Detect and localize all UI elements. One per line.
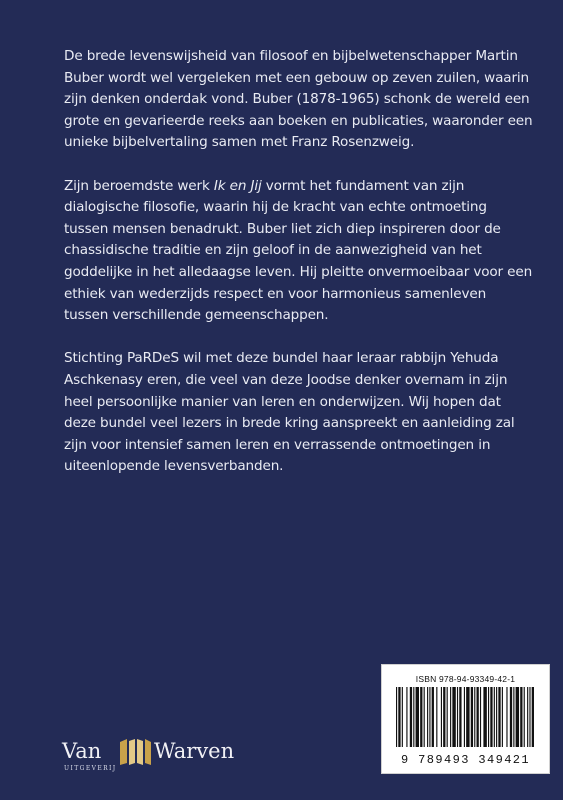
barcode-bar — [429, 687, 430, 747]
barcode-digits: 9 789493 349421 — [400, 753, 531, 767]
publisher-subtitle: UITGEVERIJ — [64, 765, 117, 772]
isbn-label: ISBN 978-94-93349-42-1 — [415, 674, 516, 684]
barcode-bar — [443, 687, 445, 747]
barcode-bar — [413, 687, 414, 747]
barcode-bar — [529, 687, 530, 747]
back-cover-text — [64, 46, 534, 499]
barcode-bar — [427, 687, 428, 747]
barcode-bar — [516, 687, 519, 747]
barcode-panel — [381, 664, 550, 774]
barcode-bar — [450, 687, 451, 747]
barcode-bar — [459, 687, 461, 747]
paragraph-3: Stichting PaRDeS wil met deze bundel haar leraar rabbijn Yehuda Aschkenasy eren, die veel van deze Joodse denker overnam in zijn heel persoonlijke manier van leren en onderwijzen. Wij hopen dat deze bundel veel lezers in brede kring aanspreekt en aanleiding zal zijn voor intensief samen leren en verrassende ontmoetingen in uiteenlopende levensverbanden. — [64, 350, 515, 475]
paragraph-1: De brede levenswijsheid van filosoof en bijbelwetenschapper Martin Buber wordt wel vergeleken met een gebouw op zeven zuilen, waarin zijn denken onderdak vond. Buber (1878-1965) schonk de wereld een grote en gevarieerde reeks aan boeken en publicaties, waaronder een unieke bijbelvertaling samen met Franz Rosenzweig. — [64, 48, 533, 151]
barcode-bar — [432, 687, 434, 747]
barcode-bar — [420, 687, 422, 747]
barcode-bar — [510, 687, 512, 747]
barcode-bar — [477, 687, 479, 747]
barcode-bar — [502, 687, 503, 747]
publisher-name-right: Warven — [154, 739, 235, 763]
book-icon — [118, 738, 152, 766]
barcode-bar — [513, 687, 514, 747]
barcode-bar — [483, 687, 486, 747]
barcode-bar — [436, 687, 437, 747]
barcode-bar — [488, 687, 489, 747]
barcode-bar — [447, 687, 448, 747]
barcode-bar — [480, 687, 481, 747]
barcode-bar — [396, 687, 397, 747]
barcode-bar — [464, 687, 465, 747]
paragraph-2-rest: vormt het fundament van zijn dialogische filosofie, waarin hij de kracht van echte ontmoeting tussen mensen benadrukt. Buber liet zich diep inspireren door de chassidische traditie en zijn geloof in de aanwezigheid van het goddelijke in het alledaagse leven. Hij pleitte onvermoeibaar voor een ethiek van wederzijds respect en voor harmonieus samenleven tussen verschillende gemeenschappen. — [64, 177, 533, 324]
book-title: Ik en Jij — [213, 177, 262, 194]
barcode-bar — [452, 687, 455, 747]
barcode-bar — [532, 687, 534, 747]
barcode-bar — [524, 687, 525, 747]
barcode-bar — [520, 687, 522, 747]
barcode-bar — [490, 687, 492, 747]
barcode-bar — [406, 687, 407, 747]
paragraph-2-intro: Zijn beroemdste werk — [64, 177, 214, 194]
barcode-bar — [496, 687, 497, 747]
barcode-bar — [441, 687, 442, 747]
barcode-bar — [494, 687, 495, 747]
barcode-bar — [466, 687, 469, 747]
barcode-bar — [506, 687, 507, 747]
barcode-bar — [474, 687, 475, 747]
barcode-bar — [416, 687, 419, 747]
barcode-bar — [527, 687, 528, 747]
barcode-bar — [424, 687, 425, 747]
barcode-bar — [457, 687, 458, 747]
barcode-bar — [398, 687, 400, 747]
barcode-bar — [498, 687, 500, 747]
paragraph-2 — [64, 176, 534, 327]
barcode-bar — [402, 687, 403, 747]
publisher-name-left: Van — [62, 739, 102, 763]
barcode-bar — [471, 687, 473, 747]
barcode-bar — [410, 687, 412, 747]
publisher-logo — [62, 737, 262, 777]
